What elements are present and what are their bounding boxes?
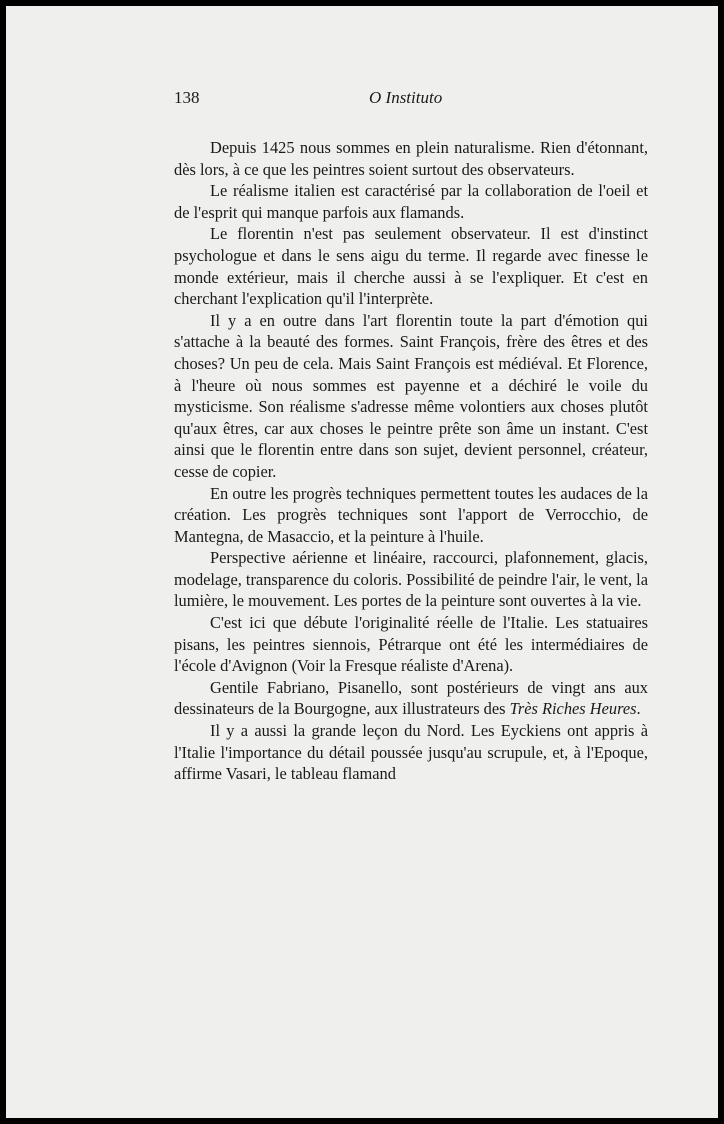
paragraph: Depuis 1425 nous sommes en plein naturalisme. Rien d'étonnant, dès lors, à ce que les peintres soient surtout des observateurs. — [174, 138, 648, 179]
paragraph: C'est ici que débute l'originalité réelle de l'Italie. Les statuaires pisans, les peintres siennois, Pétrarque ont été les intermédiaires de l'école d'Avignon (Voir la Fresque réaliste d'Arena). — [174, 613, 648, 676]
paragraph: Il y a aussi la grande leçon du Nord. Les Eyckiens ont appris à l'Italie l'importance du détail poussée jusqu'au scrupule, et, à l'Epoque, affirme Vasari, le tableau flamand — [174, 721, 648, 784]
book-title: Très Riches Heures — [509, 699, 637, 719]
paragraph: Il y a en outre dans l'art florentin toute la part d'émotion qui s'attache à la beauté des formes. Saint François, frère des êtres et des choses? Un peu de cela. Mais Saint François est médiéval. Et Florence, à l'heure où nous sommes est payenne et a déchiré le voile du mysticisme. Son réalisme s'adresse même volontiers aux choses plutôt qu'aux êtres, car aux choses le peintre prête son âme un instant. C'est ainsi que le florentin entre dans son sujet, devient personnel, créateur, cesse de copier. — [174, 310, 648, 481]
scanned-page — [6, 6, 718, 1118]
paragraph-text: . — [636, 699, 641, 719]
paragraph-text: Gentile Fabriano, Pisanello, sont postérieurs de vingt ans aux dessinateurs de la Bourgogne, aux illustrateurs des — [174, 677, 648, 719]
page-number: 138 — [174, 88, 200, 107]
paragraph: En outre les progrès techniques permettent toutes les audaces de la création. Les progrès techniques sont l'apport de Verrocchio, de Mantegna, de Masaccio, et la peinture à l'huile. — [174, 483, 648, 546]
body-text — [174, 137, 648, 785]
running-head — [174, 88, 648, 112]
paragraph: Le réalisme italien est caractérisé par la collaboration de l'oeil et de l'esprit qui manque parfois aux flamands. — [174, 181, 648, 222]
paragraph — [174, 677, 648, 720]
journal-title: O Instituto — [369, 88, 443, 107]
paragraph: Le florentin n'est pas seulement observateur. Il est d'instinct psychologue et dans le sens aigu du terme. Il regarde avec finesse le monde extérieur, mais il cherche aussi à se l'expliquer. Et c'est en cherchant l'explication qu'il l'interprète. — [174, 224, 648, 309]
paragraph: Perspective aérienne et linéaire, raccourci, plafonnement, glacis, modelage, transparence du coloris. Possibilité de peindre l'air, le vent, la lumière, le mouvement. Les portes de la peinture sont ouvertes à la vie. — [174, 548, 648, 611]
